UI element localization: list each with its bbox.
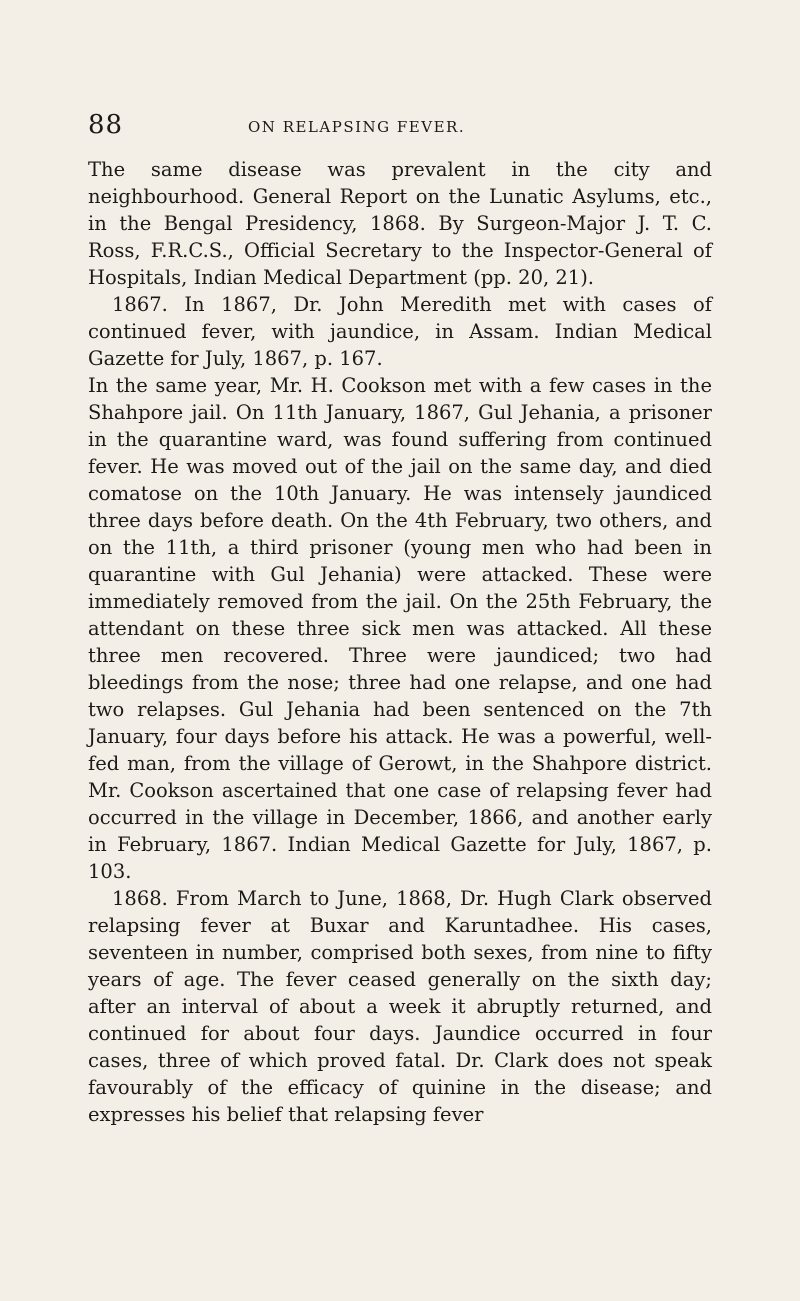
page-header: [88, 110, 712, 146]
page-number: 88: [88, 110, 124, 140]
paragraph-bengal-report: The same disease was prevalent in the city and neighbourhood. General Report on the Lunatic Asylums, etc., in the Bengal Presidency, 1868. By Surgeon-Major J. T. C. Ross, F.R.C.S., Official Secretary to the Inspector-General of Hospitals, Indian Medical Department (pp. 20, 21).: [88, 158, 712, 289]
running-head: ON RELAPSING FEVER.: [248, 118, 466, 136]
paragraph-shahpore-jail: In the same year, Mr. H. Cookson met with a few cases in the Shahpore jail. On 11th January, 1867, Gul Jehania, a prisoner in the quarantine ward, was found suffering from continued fever. He was moved out of the jail on the same day, and died comatose on the 10th January. He was intensely jaundiced three days before death. On the 4th February, two others, and on the 11th, a third prisoner (young men who had been in quarantine with Gul Jehania) were attacked. These were immediately removed from the jail. On the 25th February, the attendant on these three sick men was attacked. All these three men recovered. Three were jaundiced; two had bleedings from the nose; three had one relapse, and one had two relapses. Gul Jehania had been sentenced on the 7th January, four days before his attack. He was a powerful, well-fed man, from the village of Gerowt, in the Shahpore district. Mr. Cookson ascertained that one case of relapsing fever had occurred in the village in December, 1866, and another early in February, 1867. Indian Medical Gazette for July, 1867, p. 103.: [88, 374, 712, 883]
body-text: [88, 156, 712, 1128]
paragraph-1868-clark: 1868. From March to June, 1868, Dr. Hugh Clark observed relapsing fever at Buxar and Karuntadhee. His cases, seventeen in number, comprised both sexes, from nine to fifty years of age. The fever ceased generally on the sixth day; after an interval of about a week it abruptly returned, and continued for about four days. Jaundice occurred in four cases, three of which proved fatal. Dr. Clark does not speak favourably of the efficacy of quinine in the disease; and expresses his belief that relapsing fever: [88, 887, 712, 1126]
paragraph-1867-meredith: 1867. In 1867, Dr. John Meredith met with cases of continued fever, with jaundice, in Assam. Indian Medical Gazette for July, 1867, p. 167.: [88, 293, 712, 370]
